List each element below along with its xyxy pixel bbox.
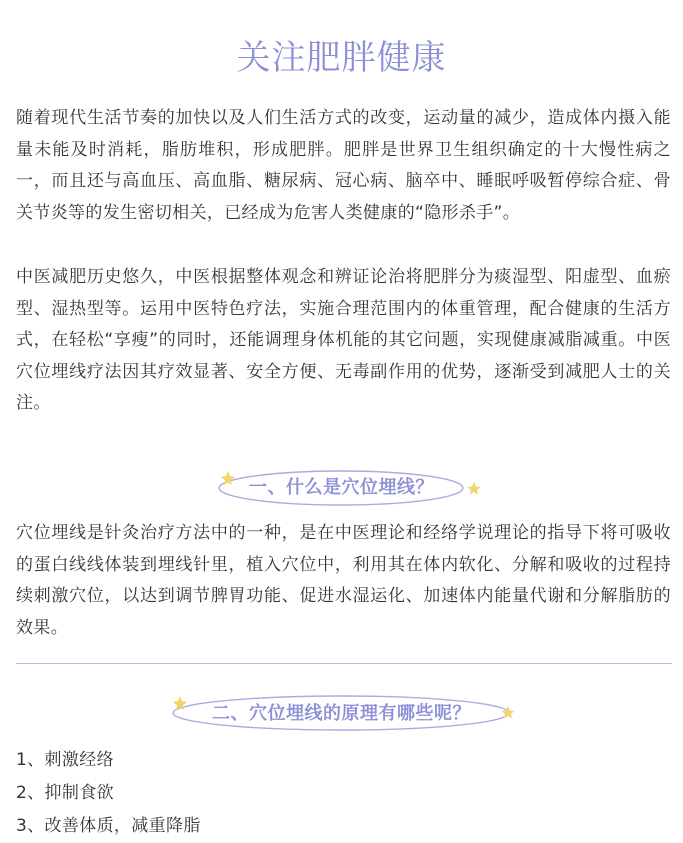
section-divider — [16, 663, 672, 664]
intro-paragraph: 随着现代生活节奏的加快以及人们生活方式的改变，运动量的减少，造成体内摄入能量未能及时消耗，脂肪堆积，形成肥胖。肥胖是世界卫生组织确定的十大慢性病之一，而且还与高血压、高血脂、糖尿病、冠心病、脑卒中、睡眠呼吸暂停综合症、骨关节炎等的发生密切相关，已经成为危害人类健康的“隐形杀手”。 — [16, 108, 671, 223]
section-heading-2-text: 二、穴位埋线的原理有哪些呢？ — [212, 703, 471, 724]
list-item: 1、刺激经络 — [16, 750, 114, 770]
section-heading-1-text: 一、什么是穴位埋线？ — [249, 477, 434, 498]
list-item: 3、改善体质，减重降脂 — [16, 816, 201, 836]
tcm-paragraph: 中医减肥历史悠久，中医根据整体观念和辨证论治将肥胖分为痰湿型、阳虚型、血瘀型、湿热型等。运用中医特色疗法，实施合理范围内的体重管理，配合健康的生活方式，在轻松“享瘦”的同时，还能调理身体机能的其它问题，实现健康减脂减重。中医穴位埋线疗法因其疗效显著、安全方便、无毒副作用的优势，逐渐受到减肥人士的关注。 — [16, 267, 671, 414]
page-title: 关注肥胖健康 — [236, 38, 447, 78]
definition-paragraph: 穴位埋线是针灸治疗方法中的一种，是在中医理论和经络学说理论的指导下将可吸收的蛋白线线体装到埋线针里，植入穴位中，利用其在体内软化、分解和吸收的过程持续刺激穴位，以达到调节脾胃功能、促进水湿运化、加速体内能量代谢和分解脂肪的效果。 — [16, 523, 671, 638]
list-item: 2、抑制食欲 — [16, 783, 114, 803]
principles-list — [16, 744, 201, 843]
section-heading-1 — [0, 466, 683, 510]
section-heading-2 — [0, 692, 683, 736]
